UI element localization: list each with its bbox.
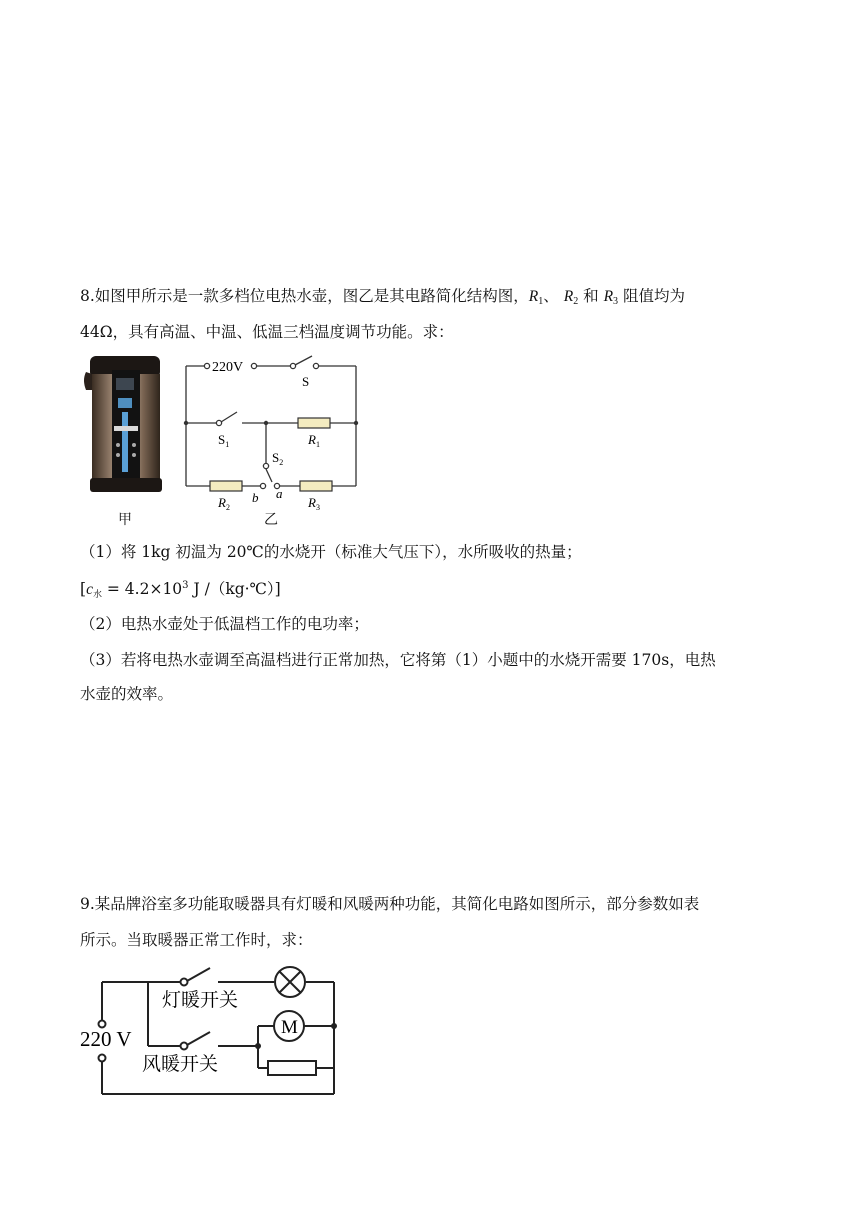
q8-intro-text-b: 和: [583, 287, 599, 305]
r2-symbol: $R_2$: [563, 288, 579, 307]
q8-part3-line1: （3）若将电热水壶调至高温档进行正常加热，它将第（1）小题中的水烧开需要 170s，电热: [80, 651, 716, 669]
caption-yi: 乙: [264, 512, 278, 528]
lamp-icon: [275, 967, 305, 997]
q9-line1: 9.某品牌浴室多功能取暖器具有灯暖和风暖两种功能，其简化电路如图所示，部分参数如表: [80, 895, 700, 913]
q8-part2: （2）电热水壶处于低温档工作的电功率；: [80, 615, 369, 633]
r1-label: $R_1$: [308, 432, 320, 449]
q8-intro-text-a: 8.如图甲所示是一款多档位电热水壶，图乙是其电路简化结构图，: [80, 287, 529, 305]
motor-icon: [274, 1011, 304, 1041]
fan-switch-label: 风暖开关: [142, 1053, 219, 1075]
resistor-r2: [210, 481, 242, 491]
caption-jia: 甲: [118, 512, 132, 528]
voltage-label: 220V: [212, 360, 244, 375]
kettle-photo: [84, 350, 168, 500]
lamp-switch-label: 灯暖开关: [162, 989, 239, 1011]
q8-sep: 、: [543, 287, 559, 305]
heater-voltage-label: 220 V: [80, 1027, 132, 1051]
q8-intro-text-c: 阻值均为: [622, 287, 685, 305]
resistor-r3: [300, 481, 332, 491]
point-a-label: a: [276, 486, 283, 501]
point-b-label: b: [252, 490, 259, 505]
circuit-diagram-yi: [180, 352, 370, 532]
r2-label: $R_2$: [218, 495, 230, 512]
q8-intro-line2: 44Ω，具有高温、中温、低温三档温度调节功能。求：: [80, 323, 454, 341]
r1-symbol: $R_1$: [528, 288, 544, 307]
q8-intro-line1: [80, 286, 685, 312]
heater-resistor: [268, 1061, 316, 1075]
switch-s-label: S: [302, 374, 310, 389]
switch-s1-label: $S_1$: [218, 432, 230, 449]
q8-part1: （1）将 1kg 初温为 20℃的水烧开（标准大气压下），水所吸收的热量；: [80, 543, 582, 561]
r3-symbol: $R_3$: [603, 288, 619, 307]
q8-formula: [$c_水 = 4.2\times 10^3$ J /（kg·℃）]: [80, 580, 281, 600]
q9-line2: 所示。当取暖器正常工作时，求：: [80, 931, 313, 949]
switch-s2-label: $S_2$: [272, 450, 284, 467]
resistor-r1: [298, 418, 330, 428]
heater-circuit-diagram: [78, 960, 353, 1100]
svg-text:M: M: [281, 1017, 298, 1038]
r3-label: $R_3$: [308, 495, 320, 512]
q8-part3-line2: 水壶的效率。: [80, 685, 174, 703]
